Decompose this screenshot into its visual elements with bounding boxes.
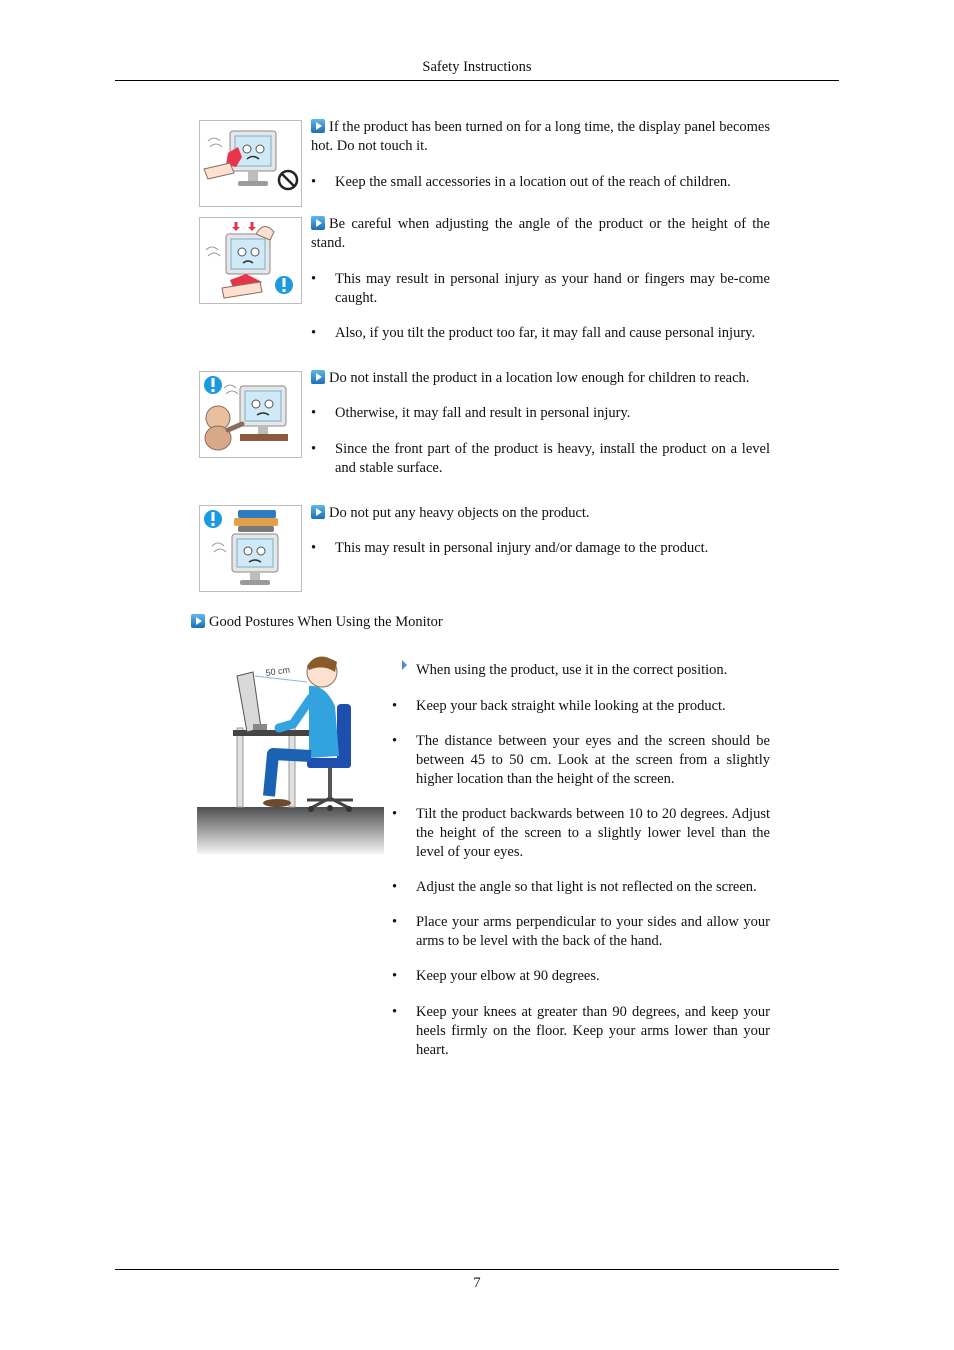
warning-block-heavy-objects (311, 504, 770, 558)
page-header-title: Safety Instructions (422, 59, 532, 75)
warning-heading (311, 504, 770, 523)
list-item: • Tilt the product backwards between 10 to 20 degrees. Adjust the height of the screen to a slightly lower level than the level of your eyes. (392, 806, 770, 860)
warning-heading (311, 118, 770, 156)
list-item: • This may result in personal injury and/or damage to the product. (311, 540, 709, 556)
posture-intro: When using the product, use it in the correct position. (416, 662, 728, 678)
blue-arrow-marker-icon (311, 119, 325, 133)
list-item: • The distance between your eyes and the screen should be between 45 to 50 cm. Look at the screen from a slightly higher location than the height of the screen. (392, 733, 770, 787)
warning-heading (311, 215, 770, 253)
warning-heading-text: If the product has been turned on for a long time, the display panel becomes hot. Do not touch it. (311, 119, 770, 154)
list-item: • Otherwise, it may fall and result in personal injury. (311, 405, 631, 421)
section-title (191, 613, 443, 632)
list-item: • This may result in personal injury as your hand or fingers may be-come caught. (311, 271, 770, 306)
list-item: • Keep your elbow at 90 degrees. (392, 968, 600, 984)
warning-block-hot-panel (311, 118, 770, 192)
child-reach-warning-illustration (199, 371, 302, 458)
list-item: • Keep your back straight while looking at the product. (392, 698, 726, 714)
posture-illustration (197, 646, 384, 854)
blue-arrow-marker-icon (311, 216, 325, 230)
warning-block-angle (311, 215, 770, 343)
list-item: • Place your arms perpendicular to your sides and allow your arms to be level with the back of the hand. (392, 914, 770, 949)
list-item: • Since the front part of the product is heavy, install the product on a level and stable surface. (311, 441, 770, 476)
warning-heading (311, 369, 770, 388)
list-item: • Adjust the angle so that light is not reflected on the screen. (392, 879, 757, 895)
heavy-objects-warning-illustration (199, 505, 302, 592)
blue-arrow-marker-icon (191, 614, 205, 628)
blue-arrow-marker-icon (311, 370, 325, 384)
warning-heading-text: Be careful when adjusting the angle of the product or the height of the stand. (311, 216, 770, 251)
footer-rule (115, 1269, 839, 1270)
section-title-text: Good Postures When Using the Monitor (209, 614, 443, 630)
warning-block-children (311, 369, 770, 478)
list-item: • Keep the small accessories in a location out of the reach of children. (311, 174, 731, 190)
hot-panel-warning-illustration (199, 120, 302, 207)
distance-label: 50 cm (264, 664, 291, 678)
posture-guidelines (392, 661, 770, 1060)
page-number: 7 (473, 1275, 481, 1291)
list-item: • Also, if you tilt the product too far, it may fall and cause personal injury. (311, 325, 756, 341)
blue-arrow-marker-icon (311, 505, 325, 519)
header-rule (115, 80, 839, 81)
warning-heading-text: Do not put any heavy objects on the product. (329, 505, 590, 521)
list-item: • Keep your knees at greater than 90 degrees, and keep your heels firmly on the floor. Keep your arms lower than your heart. (392, 1004, 770, 1058)
warning-heading-text: Do not install the product in a location low enough for children to reach. (329, 370, 750, 386)
stand-adjust-warning-illustration (199, 217, 302, 304)
